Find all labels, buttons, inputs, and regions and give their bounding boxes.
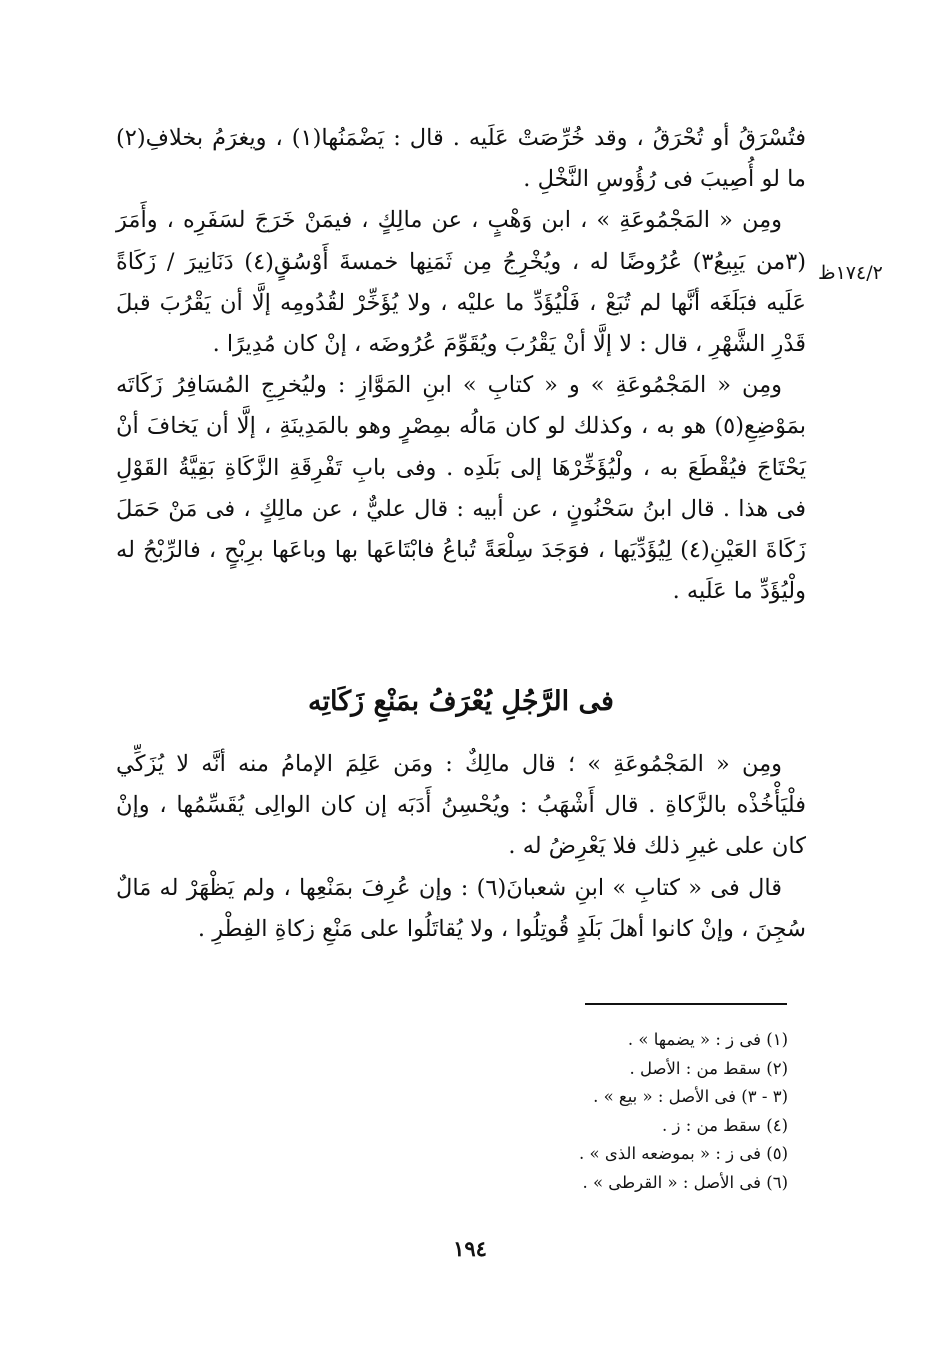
section-heading: فى الرَّجُلِ يُعْرَفُ بمَنْعِ زَكَاتِه [308, 686, 614, 717]
paragraph: ومِن « المَجْمُوعَةِ » ؛ قال مالِكٌ : ومَن عَلِمَ الإمامُ منه أنَّه لا يُزَكِّي فلْيَأْخُذْه بالزَّكاةِ . قال أَشْهَبُ : ويُحْسِنُ أَدَبَه إن كان الوالِى يُقَسِّمُها ، وإنْ كان على غيرِ ذلك فلا يَعْرِضُ له . [116, 751, 806, 860]
page-number: ١٩٤ [453, 1236, 487, 1261]
main-text-block-2 [116, 744, 806, 950]
footnotes [470, 1026, 788, 1198]
paragraph: قال فى « كتابِ » ابنِ شعبانَ(٦) : وإن عُرِفَ بمَنْعِها ، ولم يَظْهَرْ له مَالٌ سُجِنَ ، وإنْ كانوا أهلَ بَلَدٍ قُوتِلُوا ، ولا يُقاتَلُوا على مَنْعِ زكاةِ الفِطْرِ . [116, 874, 806, 942]
paragraph: ومِن « المَجْمُوعَةِ » و « كتابِ » ابنِ المَوَّازِ : وليُخرِجِ المُسَافِرُ زَكَاتَه بمَوْضِعِ(٥) هو به ، وكذلك لو كان مَالُه بمِصْرٍ وهو بالمَدِينَةِ ، إلَّا أن يَخافَ أنْ يَحْتَاجَ فيُقْطَعَ به ، ولْيُؤَخِّرْهَا إلى بَلَدِه . وفى بابِ تَفْرِقَةِ الزَّكَاةِ بَقِيَّةُ القَوْلِ فى هذا . قال ابنُ سَحْنُونٍ ، عن أبيه : قال عليٌّ ، عن مالِكٍ ، فى مَنْ حَمَلَ زَكَاةَ العَيْنِ(٤) لِيُؤَدِّيَها ، فوَجَدَ سِلْعَةً تُباعُ فابْتَاعَها بها وباعَها برِبْحٍ ، فالرِّبْحُ له ولْيُؤَدِّ ما عَلَيه . [116, 372, 806, 605]
footnote: (٤) سقط من : ز . [662, 1115, 788, 1135]
paragraph: فتُسْرَقُ أو تُحْرَقُ ، وقد خُرِّصَتْ عَلَيه . قال : يَضْمَنُها(١) ، ويغرَمُ بخلافِ(٢) ما لو أُصِيبَ فى رُؤُوسِ النَّخْلِ . [116, 125, 806, 193]
footnote: (٣ - ٣) فى الأصل : « بيع » . [593, 1087, 788, 1107]
main-text-block-1 [116, 118, 806, 612]
footnote: (٦) فى الأصل : « القرطى » . [582, 1172, 788, 1192]
footnote: (٢) سقط من : الأصل . [629, 1058, 788, 1078]
paragraph: ومِن « المَجْمُوعَةِ » ، ابن وَهْبٍ ، عن مالِكٍ ، فيمَنْ خَرَجَ لسَفَرِه ، وأَمَرَ (٣من يَبِيعُ٣) عُرُوضًا له ، ويُخْرِجُ مِن ثَمَنِها خمسةَ أَوْسُقٍ(٤) دَنَانِيرَ / زَكَاةً عَلَيه فبَلَغَه أنَّها لم تُبَعْ ، فَلْيُؤَدِّ ما عليْه ، ولا يُؤَخِّرْ لقُدُومِه إلَّا أن يَقْرُبَ قبلَ قَدْرِ الشَّهْرِ ، قال : لا إلَّا أنْ يَقْرُبَ ويُقَوِّمَ عُرُوضَه ، إنْ كان مُدِيرًا . [116, 207, 806, 358]
footnote: (٥) فى ز : « بموضعه الذى » . [579, 1144, 788, 1164]
footnote: (١) فى ز : « يضمها » . [627, 1030, 788, 1049]
margin-folio-note: ١٧٤/٢ظ [818, 262, 883, 284]
footnote-separator [585, 1003, 787, 1005]
